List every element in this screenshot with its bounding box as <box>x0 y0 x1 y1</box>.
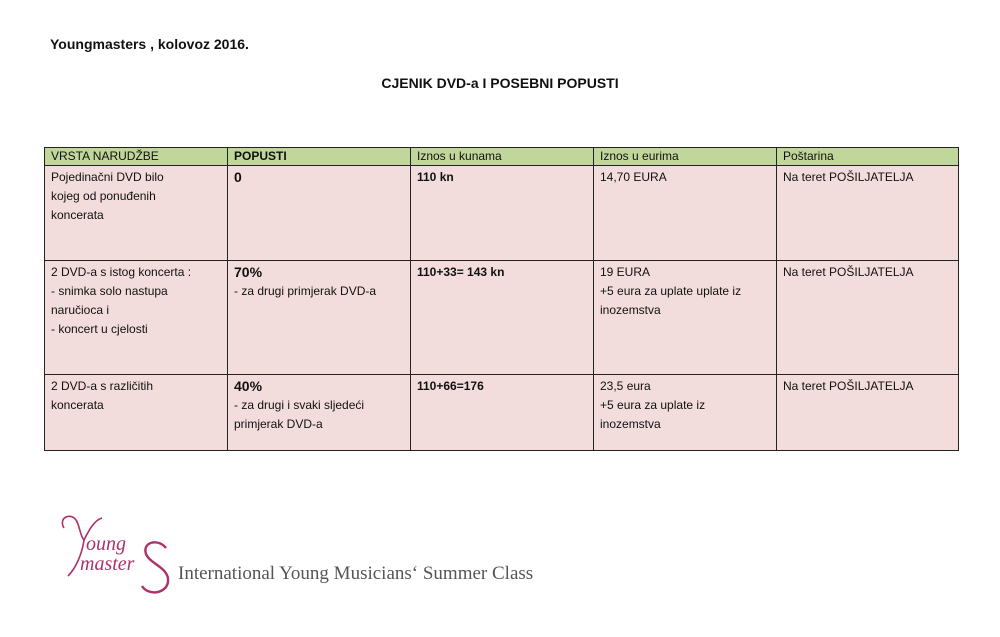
postage-text: Na teret POŠILJATELJA <box>783 170 914 184</box>
document-heading: Youngmasters , kolovoz 2016. <box>50 36 249 52</box>
euro-line: +5 eura za uplate iz <box>600 398 706 412</box>
kuna-cell <box>411 375 594 451</box>
euro-cell <box>594 375 777 451</box>
postage-text: Na teret POŠILJATELJA <box>783 379 914 393</box>
column-header-price-euro: Iznos u eurima <box>594 148 777 166</box>
order-type-line: Pojedinačni DVD bilo <box>51 170 164 184</box>
logo-text-young: oung <box>86 533 126 555</box>
order-type-cell <box>45 375 228 451</box>
euro-cell <box>594 261 777 375</box>
kuna-amount: 110+66=176 <box>417 379 484 393</box>
order-type-line: koncerata <box>51 208 104 222</box>
euro-line: 14,70 EURA <box>600 170 667 184</box>
euro-line: 19 EURA <box>600 265 651 279</box>
youngmasters-logo <box>54 510 544 600</box>
order-type-line: kojeg od ponuđenih <box>51 189 156 203</box>
euro-line: inozemstva <box>600 303 661 317</box>
column-header-order-type: VRSTA NARUDŽBE <box>45 148 228 166</box>
discount-value: 0 <box>234 169 242 185</box>
order-type-line: - koncert u cjelosti <box>51 322 148 336</box>
kuna-cell <box>411 261 594 375</box>
order-type-line: - snimka solo nastupa <box>51 284 168 298</box>
order-type-line: naručioca i <box>51 303 110 317</box>
column-header-price-kuna: Iznos u kunama <box>411 148 594 166</box>
order-type-line: koncerata <box>51 398 104 412</box>
column-header-discounts: POPUSTI <box>228 148 411 166</box>
discount-cell <box>228 261 411 375</box>
order-type-line: 2 DVD-a s različitih <box>51 379 154 393</box>
document-title: CJENIK DVD-a I POSEBNI POPUSTI <box>381 75 619 91</box>
euro-line: +5 eura za uplate uplate iz <box>600 284 742 298</box>
discount-cell <box>228 375 411 451</box>
discount-value: 70% <box>234 264 263 280</box>
discount-note-line: - za drugi primjerak DVD-a <box>234 284 377 298</box>
discount-note-line: - za drugi i svaki sljedeći <box>234 398 365 412</box>
column-header-postage: Poštarina <box>777 148 959 166</box>
postage-text: Na teret POŠILJATELJA <box>783 265 914 279</box>
discount-value: 40% <box>234 378 263 394</box>
postage-cell <box>777 261 959 375</box>
logo-text-master: master <box>80 553 135 575</box>
table-row <box>45 166 959 261</box>
footer-tagline: International Young Musicians‘ Summer Class <box>178 563 534 584</box>
kuna-cell <box>411 166 594 261</box>
postage-cell <box>777 166 959 261</box>
price-table <box>44 147 959 451</box>
table-header-row <box>45 148 959 166</box>
table-row <box>45 375 959 451</box>
order-type-cell <box>45 261 228 375</box>
kuna-amount: 110+33= 143 kn <box>417 265 505 279</box>
euro-line: inozemstva <box>600 417 661 431</box>
euro-cell <box>594 166 777 261</box>
order-type-line: 2 DVD-a s istog koncerta : <box>51 265 192 279</box>
euro-line: 23,5 eura <box>600 379 651 393</box>
postage-cell <box>777 375 959 451</box>
order-type-cell <box>45 166 228 261</box>
discount-note-line: primjerak DVD-a <box>234 417 323 431</box>
discount-cell <box>228 166 411 261</box>
kuna-amount: 110 kn <box>417 170 454 184</box>
table-row <box>45 261 959 375</box>
